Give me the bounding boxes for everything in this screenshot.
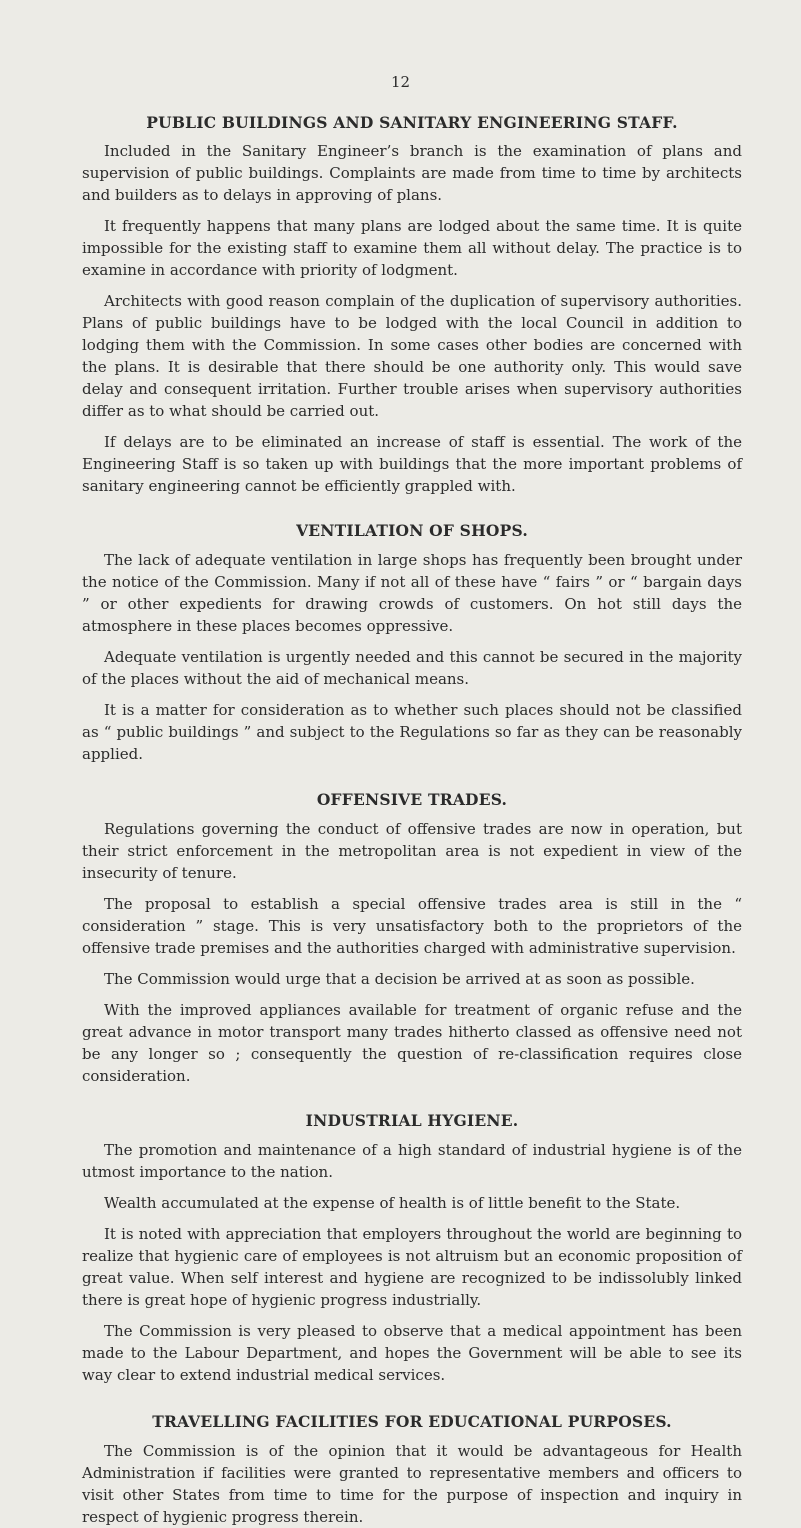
section-offensive-trades <box>82 790 742 1087</box>
paragraph: Adequate ventilation is urgently needed and this cannot be secured in the majority of the places without the aid of mechanical means. <box>82 648 742 688</box>
paragraph: The Commission would urge that a decision be arrived at as soon as possible. <box>104 970 695 988</box>
paragraph: The Commission is of the opinion that it would be advantageous for Health Administration if facilities were granted to representative members and officers to visit other States from time to time for the purpose of inspection and inquiry in respect of hygienic progress therein. <box>82 1442 742 1526</box>
section-heading: OFFENSIVE TRADES. <box>316 790 508 809</box>
paragraph: The Commission is very pleased to observe that a medical appointment has been made to the Labour Department, and hopes the Government will be able to see its way clear to extend industrial medical services. <box>82 1322 742 1384</box>
paragraph: With the improved appliances available for treatment of organic refuse and the great advance in motor transport many trades hitherto classed as offensive need not be any longer so ; consequently the question of re-classification requires close consideration. <box>82 1001 742 1085</box>
paragraph: The proposal to establish a special offensive trades area is still in the “ consideration ” stage. This is very unsatisfactory both to the proprietors of the offensive trade premises and the authorities charged with administrative supervision. <box>82 895 742 957</box>
section-industrial-hygiene <box>82 1111 742 1386</box>
page-number: 12 <box>390 73 411 91</box>
paragraph: Included in the Sanitary Engineer’s branch is the examination of plans and supervision of public buildings. Complaints are made from time to time by architects and builders as to delays in approving of plans. <box>82 142 742 204</box>
paragraph: It frequently happens that many plans are lodged about the same time. It is quite impossible for the existing staff to examine them all without delay. The practice is to examine in accordance with priority of lodgment. <box>82 217 742 279</box>
section-ventilation-of-shops <box>82 521 742 765</box>
paragraph: Architects with good reason complain of the duplication of supervisory authorities. Plans of public buildings have to be lodged with the local Council in addition to lodging them with the Commission. In some cases other bodies are concerned with the plans. It is desirable that there should be one authority only. This would save delay and consequent irritation. Further trouble arises when supervisory authorities differ as to what should be carried out. <box>82 292 742 420</box>
paragraph: The lack of adequate ventilation in large shops has frequently been brought under the notice of the Commission. Many if not all of these have “ fairs ” or “ bargain days ” or other expedients for drawing crowds of customers. On hot still days the atmosphere in these places becomes oppressive. <box>82 551 742 635</box>
paragraph: If delays are to be eliminated an increase of staff is essential. The work of the Engineering Staff is so taken up with buildings that the more important problems of sanitary engineering cannot be efficiently grappled with. <box>82 433 742 495</box>
paragraph: Wealth accumulated at the expense of health is of little benefit to the State. <box>104 1194 681 1212</box>
section-heading: VENTILATION OF SHOPS. <box>296 521 528 540</box>
page-body <box>82 113 742 1528</box>
section-travelling-facilities <box>82 1412 742 1528</box>
paragraph: It is a matter for consideration as to whether such places should not be classified as “ public buildings ” and subject to the Regulations so far as they can be reasonably applied. <box>82 701 742 763</box>
section-heading: TRAVELLING FACILITIES FOR EDUCATIONAL PURPOSES. <box>152 1412 672 1431</box>
paragraph: Regulations governing the conduct of offensive trades are now in operation, but their strict enforcement in the metropolitan area is not expedient in view of the insecurity of tenure. <box>82 820 742 882</box>
section-heading: INDUSTRIAL HYGIENE. <box>305 1111 519 1130</box>
section-public-buildings <box>82 113 742 497</box>
paragraph: It is noted with appreciation that employers throughout the world are beginning to realize that hygienic care of employees is not altruism but an economic proposition of great value. When self interest and hygiene are recognized to be indissolubly linked there is great hope of hygienic progress industrially. <box>82 1225 742 1309</box>
paragraph: The promotion and maintenance of a high standard of industrial hygiene is of the utmost importance to the nation. <box>82 1141 742 1181</box>
section-heading: PUBLIC BUILDINGS AND SANITARY ENGINEERING STAFF. <box>146 113 678 132</box>
